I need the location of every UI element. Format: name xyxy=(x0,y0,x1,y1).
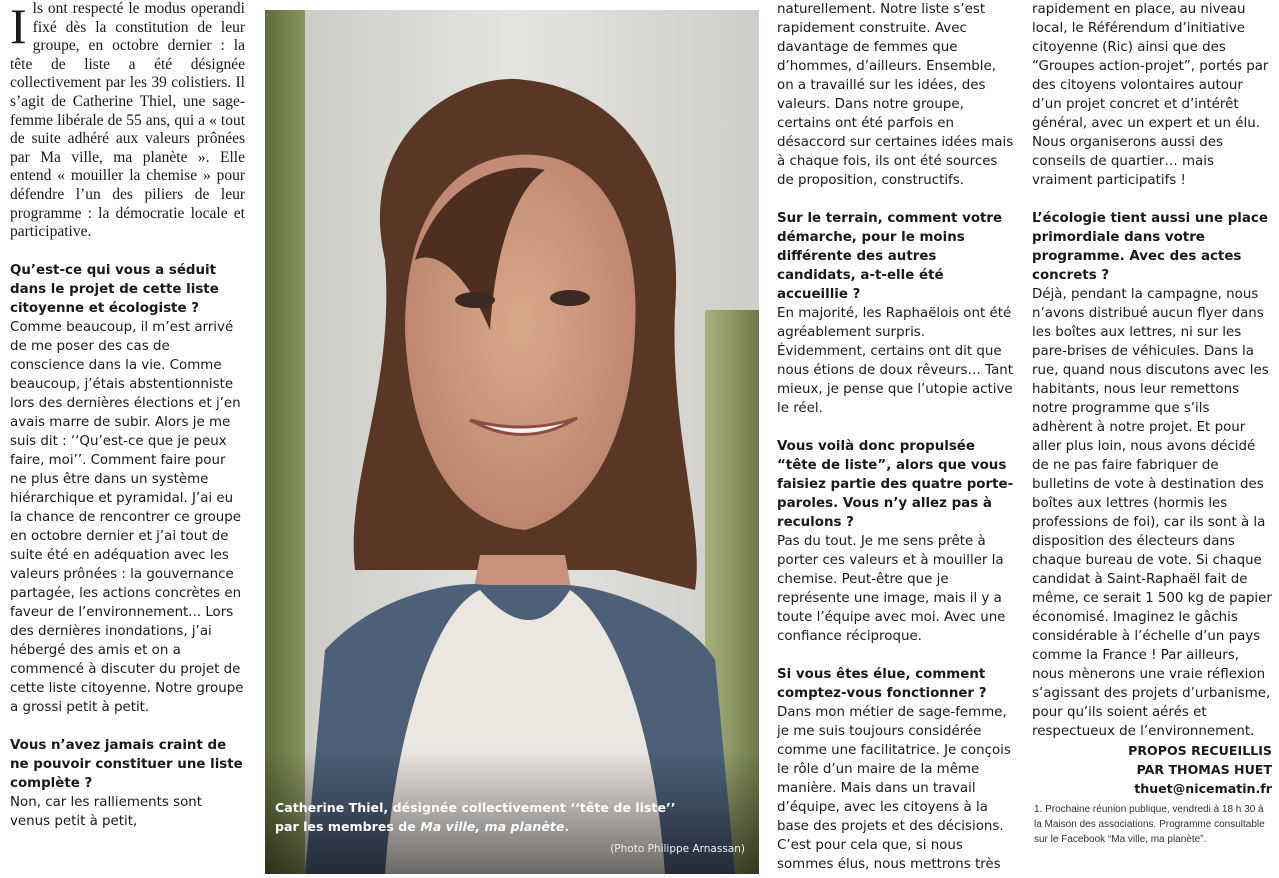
photo-caption xyxy=(275,798,755,836)
caption-line-1: Catherine Thiel, désignée collectivement ‘‘tête de liste’’ xyxy=(275,800,676,815)
answer-2-continued: naturellement. Notre liste s’est rapidement construite. Avec davantage de femmes que d’hommes, d’ailleurs. Ensemble, on a travaillé sur les idées, des valeurs. Dans notre groupe, certains ont été parfois en désaccord sur certaines idées mais à chaque fois, ils ont été sources de proposition, constructifs. xyxy=(777,2,1014,188)
answer-1: Comme beaucoup, il m’est arrivé de me poser des cas de conscience dans la vie. Comme beaucoup, j’étais abstentionniste lors des dernières élections et j’en avais marre de subir. Alors je me suis dit : ‘‘Qu’est-ce que je peux faire, moi’’. Comment faire pour ne plus être dans un système hiérarchique et pyramidal. J’ai eu la chance de rencontrer ce groupe en octobre dernier et j’ai tout de suite été en adéquation avec les valeurs prônées : la gouvernance partagée, les actions concrètes en faveur de l’environnement... Lors des dernières inondations, j’ai hébergé des amis et on a commencé à discuter du projet de cette liste citoyenne. Notre groupe a grossi petit à petit. xyxy=(10,319,244,715)
drop-cap: I xyxy=(10,0,27,54)
answer-5: Dans mon métier de sage-femme, je me suis toujours considérée comme une facilitatrice. Je conçois le rôle d’un maire de la même manière. Mais dans un travail d’équipe, avec les citoyens à la base des projets et des décisions. C’est pour cela que, si nous sommes élus, nous mettrons très xyxy=(777,705,1011,872)
question-3: Sur le terrain, comment votre démarche, pour le moins différente des autres candidats, a-t-elle été accueillie ? xyxy=(777,211,1003,302)
caption-prefix: par les membres de xyxy=(275,819,421,834)
question-1: Qu’est-ce qui vous a séduit dans le projet de cette liste citoyenne et écologiste ? xyxy=(10,262,219,316)
caption-line-2 xyxy=(275,817,755,836)
question-2: Vous n’avez jamais craint de ne pouvoir constituer une liste complète ? xyxy=(10,737,243,791)
byline-line-1: PROPOS RECUEILLIS xyxy=(1128,743,1272,758)
portrait-illustration xyxy=(265,10,759,874)
answer-6: Déjà, pendant la campagne, nous n’avons distribué aucun flyer dans les boîtes aux lettres, ni sur les pare-brises de véhicules. Dans la rue, quand nous discutons avec les habitants, nous leur remettons notre programme que s’ils adhèrent à notre projet. Et pour aller plus loin, nous avons décidé de ne pas faire fabriquer de bulletins de vote à destination des boîtes aux lettres (hormis les professions de foi), car ils sont à la disposition des électeurs dans chaque bureau de vote. Si chaque candidat à Saint-Raphaël fait de même, ce serait 1 500 kg de papier économisé. Imaginez le gâchis considérable à l’échelle d’un pays comme la France ! Par ailleurs, nous mènerons une vraie réflexion s’agissant des projets d’urbanisme, pour qu’ils soient aérés et respectueux de l’environnement. xyxy=(1032,287,1272,739)
question-4: Vous voilà donc propulsée “tête de liste”, alors que vous faisiez partie des quatre porte-paroles. Vous n’y allez pas à reculons ? xyxy=(777,439,1014,530)
answer-3: En majorité, les Raphaëlois ont été agréablement surpris. Évidemment, certains ont dit que nous étions de doux rêveurs… Tant mieux, je pense que l’utopie active le réel. xyxy=(777,306,1014,416)
caption-italic: Ma ville, ma planète xyxy=(420,819,565,834)
footnote: 1. Prochaine réunion publique, vendredi à 18 h 30 à la Maison des associations. Programme consultable sur le Facebook “Ma ville, ma planète”. xyxy=(1034,804,1265,845)
answer-5-continued: rapidement en place, au niveau local, le Référendum d’initiative citoyenne (Ric) ainsi que des “Groupes action-projet”, portés par des citoyens volontaires autour d’un projet concret et d’intérêt général, avec un expert et un élu. Nous organiserons aussi des conseils de quartier… mais vraiment participatifs ! xyxy=(1032,2,1269,188)
caption-suffix: . xyxy=(564,819,570,834)
byline-line-2: PAR THOMAS HUET xyxy=(1136,762,1272,777)
intro-text: ls ont respecté le modus operandi fixé dès la constitution de leur groupe, en octobre dernier : la tête de liste a été désignée collectivement par les 39 colistiers. Il s’agit de Catherine Thiel, une sage-femme libérale de 55 ans, qui a « tout de suite adhéré aux valeurs prônées par Ma ville, ma planète ». Elle entend « mouiller la chemise » pour défendre l’un des piliers de leur programme : la démocratie locale et participative. xyxy=(10,0,245,241)
answer-4: Pas du tout. Je me sens prête à porter ces valeurs et à mouiller la chemise. Peut-être que je représente une image, mais il y a toute l’équipe avec moi. Avec une confiance réciproque. xyxy=(777,534,1006,644)
intro-paragraph xyxy=(10,0,245,242)
question-6: L’écologie tient aussi une place primordiale dans votre programme. Avec des actes concrets ? xyxy=(1032,211,1268,283)
article-column-3 xyxy=(777,0,1015,878)
article-column-4 xyxy=(1032,0,1272,878)
article-column-1 xyxy=(10,0,245,878)
author-email: thuet@nicematin.fr xyxy=(1134,781,1272,796)
question-5: Si vous êtes élue, comment comptez-vous fonctionner ? xyxy=(777,667,987,701)
portrait-photo xyxy=(265,10,759,874)
answer-2: Non, car les ralliements sont venus petit à petit, xyxy=(10,794,202,829)
photo-credit: (Photo Philippe Arnassan) xyxy=(610,843,745,855)
